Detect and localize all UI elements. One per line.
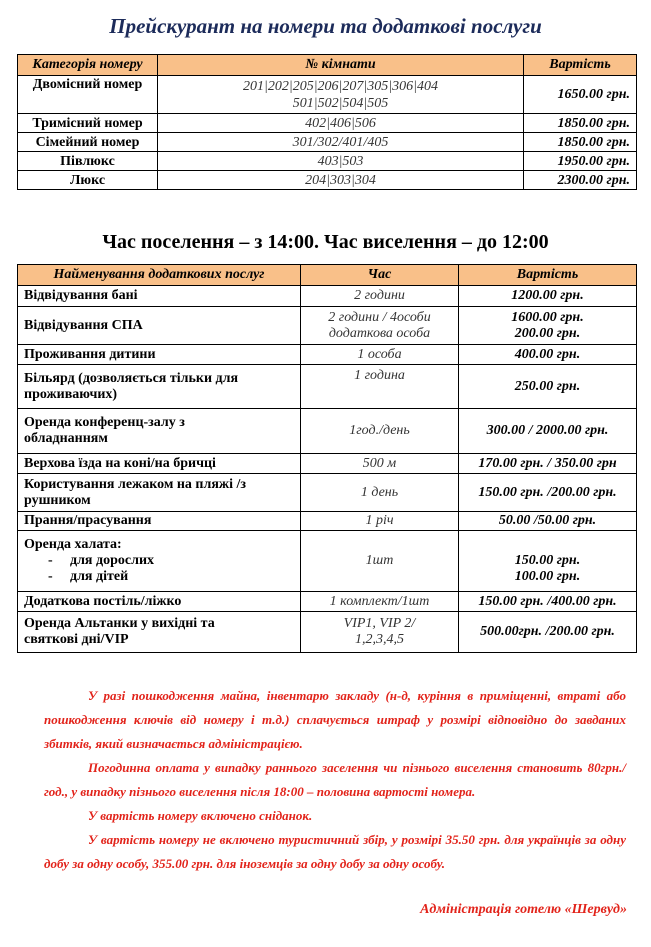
table-row: [18, 307, 637, 345]
table-row: [18, 76, 637, 114]
table-row: [18, 512, 637, 531]
blank-line: [463, 537, 632, 553]
room-numbers: 301/302/401/405: [158, 133, 524, 152]
sub-item-label: для дітей: [70, 569, 129, 584]
service-name-line: святкові дні/VIP: [24, 632, 129, 647]
service-name: [18, 365, 301, 409]
service-name: [18, 409, 301, 454]
table-row: [18, 592, 637, 612]
note-paragraph: У вартість номеру не включено туристичний збір, у розмірі 35.50 грн. для українців за одну добу за одну особу, 355.00 грн. для іноземців за одну добу за одну особу.: [44, 832, 626, 871]
room-category: Двомісний номер: [18, 76, 158, 114]
dash-bullet-icon: -: [48, 553, 53, 568]
service-time: 1 річ: [301, 512, 459, 531]
service-time: 1 день: [301, 474, 459, 512]
room-price: 1850.00 грн.: [524, 133, 637, 152]
table-row: [18, 365, 637, 409]
service-price: 150.00 грн. /400.00 грн.: [459, 592, 637, 612]
room-numbers: 402|406|506: [158, 114, 524, 133]
service-time: [301, 307, 459, 345]
table-row: [18, 171, 637, 190]
service-time-line: додаткова особа: [328, 325, 431, 341]
table-row: [18, 345, 637, 365]
service-time-line: 1,2,3,4,5: [355, 632, 404, 647]
service-price-line: 1600.00 грн.: [511, 309, 584, 325]
service-time: 1 особа: [301, 345, 459, 365]
service-price: [459, 307, 637, 345]
service-name: [18, 474, 301, 512]
service-price: 50.00 /50.00 грн.: [459, 512, 637, 531]
service-price: 250.00 грн.: [459, 365, 637, 409]
service-name: Проживання дитини: [18, 345, 301, 365]
room-category: Сімейний номер: [18, 133, 158, 152]
services-price-table: [17, 264, 637, 653]
service-name-line: проживаючих): [24, 386, 118, 402]
service-time-line: VIP1, VIP 2/: [343, 616, 416, 631]
room-category: Тримісний номер: [18, 114, 158, 133]
service-name: Верхова їзда на коні/на бричці: [18, 454, 301, 474]
column-header: Категорія номеру: [18, 55, 158, 76]
service-time: 1год./день: [301, 409, 459, 454]
service-name: Відвідування бані: [18, 286, 301, 307]
service-price-line: 200.00 грн.: [514, 325, 581, 341]
table-row: [18, 152, 637, 171]
room-numbers-line: 501|502|504|505: [292, 95, 389, 111]
service-name-line: Оренда конференц-залу з: [24, 415, 185, 430]
room-numbers: 204|303|304: [158, 171, 524, 190]
column-header: Найменування додаткових послуг: [18, 265, 301, 286]
page-title: Прейскурант на номери та додаткові послуги: [109, 14, 542, 38]
service-name: [18, 612, 301, 653]
table-row: [18, 133, 637, 152]
service-price: 170.00 грн. / 350.00 грн: [459, 454, 637, 474]
room-price: 1950.00 грн.: [524, 152, 637, 171]
table-header-row: [18, 55, 637, 76]
room-price: 1650.00 грн.: [524, 76, 637, 114]
room-numbers: 403|503: [158, 152, 524, 171]
note-paragraph: Погодинна оплата у випадку раннього заселення чи пізнього виселення становить 80грн./год., у випадку пізнього виселення після 18:00 – половина вартості номера.: [44, 760, 626, 799]
service-price: 400.00 грн.: [459, 345, 637, 365]
service-name-line: Оренда халата:: [24, 537, 122, 552]
sub-item: [24, 553, 296, 569]
service-time: 1 комплект/1шт: [301, 592, 459, 612]
room-numbers: [158, 76, 524, 114]
service-time-line: 2 години / 4особи: [328, 309, 431, 325]
dash-bullet-icon: -: [48, 569, 53, 584]
service-time: 500 м: [301, 454, 459, 474]
service-time: 1 година: [301, 365, 459, 409]
sub-item-label: для дорослих: [70, 553, 155, 568]
service-price: 500.00грн. /200.00 грн.: [459, 612, 637, 653]
column-header: Час: [301, 265, 459, 286]
service-time: 2 години: [301, 286, 459, 307]
table-header-row: [18, 265, 637, 286]
service-price-line: 100.00 грн.: [514, 569, 581, 584]
service-name-line: Оренда Альтанки у вихідні та: [24, 616, 215, 631]
service-time: [301, 612, 459, 653]
notes-block: [44, 684, 626, 876]
table-row: [18, 114, 637, 133]
sub-item: [24, 569, 296, 585]
service-price: 150.00 грн. /200.00 грн.: [459, 474, 637, 512]
room-numbers-line: 201|202|205|206|207|305|306|404: [243, 78, 438, 94]
column-header: Вартість: [524, 55, 637, 76]
service-name: Відвідування СПА: [18, 307, 301, 345]
signature: Адміністрація готелю «Шервуд»: [420, 902, 627, 917]
table-row: [18, 409, 637, 454]
service-name-line: обладнанням: [24, 431, 108, 446]
table-row: [18, 474, 637, 512]
service-price: 300.00 / 2000.00 грн.: [459, 409, 637, 454]
table-row: [18, 286, 637, 307]
service-price: [459, 531, 637, 592]
service-name-line: рушником: [24, 492, 91, 508]
table-row: [18, 454, 637, 474]
service-price: 1200.00 грн.: [459, 286, 637, 307]
room-price: 2300.00 грн.: [524, 171, 637, 190]
column-header: № кімнати: [158, 55, 524, 76]
column-header: Вартість: [459, 265, 637, 286]
note-paragraph: У вартість номеру включено сніданок.: [88, 808, 313, 823]
note-paragraph: У разі пошкодження майна, інвентарю закладу (н-д, куріння в приміщенні, втраті або пошкодження ключів від номеру і т.д.) сплачується штраф у розмірі відповідно до завданих збитків, який визначається адміністрацією.: [44, 688, 626, 751]
room-category: Люкс: [18, 171, 158, 190]
service-price-line: 150.00 грн.: [514, 553, 581, 568]
room-price: 1850.00 грн.: [524, 114, 637, 133]
service-name-line: Більярд (дозволяється тільки для: [24, 370, 239, 386]
service-name: Додаткова постіль/ліжко: [18, 592, 301, 612]
rooms-price-table: [17, 54, 637, 190]
service-name: [18, 531, 301, 592]
service-name: Прання/прасування: [18, 512, 301, 531]
checkin-checkout-times: Час поселення – з 14:00. Час виселення – до 12:00: [102, 231, 549, 253]
table-row: [18, 531, 637, 592]
room-category: Півлюкс: [18, 152, 158, 171]
service-time: 1шт: [301, 531, 459, 592]
table-row: [18, 612, 637, 653]
service-name-line: Користування лежаком на пляжі /з: [24, 476, 246, 492]
